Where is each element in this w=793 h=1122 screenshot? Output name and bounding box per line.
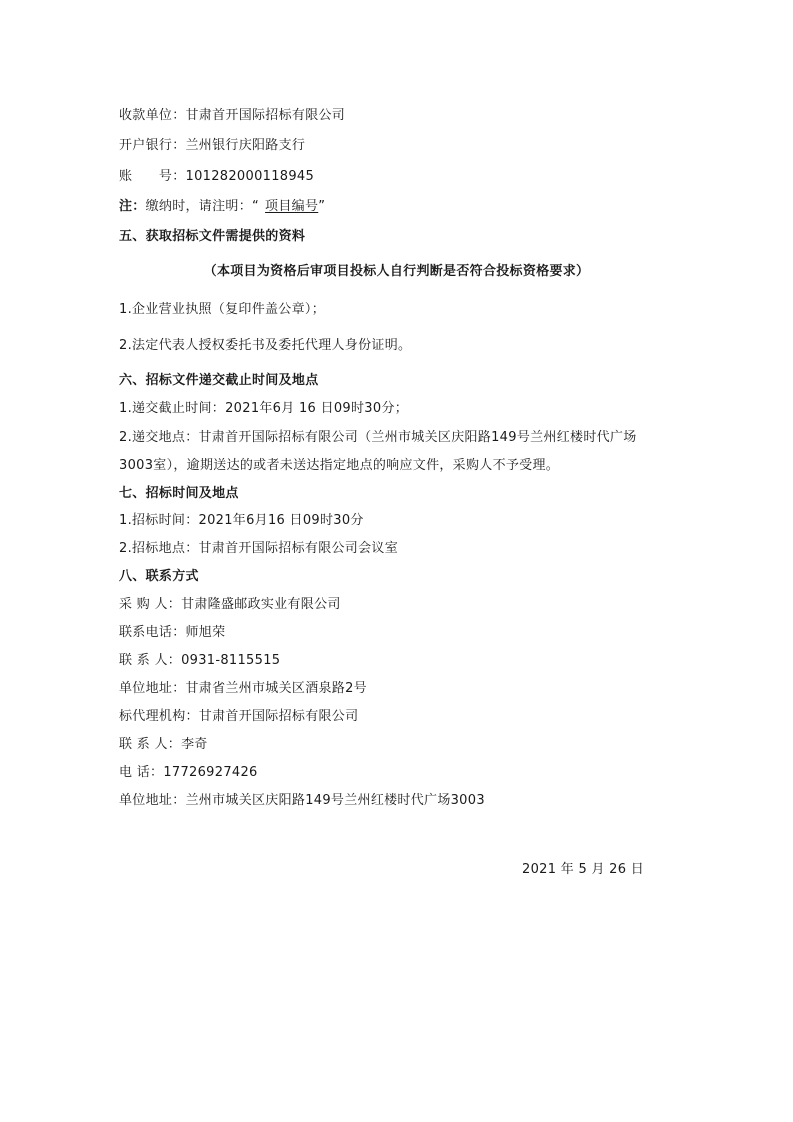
signature-date: 2021 年 5 月 26 日 bbox=[522, 862, 645, 877]
section7-item-1: 1.招标时间：2021年6月16 日09时30分 bbox=[119, 513, 364, 528]
note-project-number: 项目编号 bbox=[265, 199, 319, 214]
contact-person-1: 联 系 人：0931-8115515 bbox=[119, 653, 281, 668]
payment-note bbox=[119, 199, 325, 215]
section6-item-2: 2.递交地点：甘肃首开国际招标有限公司（兰州市城关区庆阳路149号兰州红楼时代广场 bbox=[119, 430, 637, 445]
section5-subheading: （本项目为资格后审项目投标人自行判断是否符合投标资格要求） bbox=[203, 264, 590, 279]
account-number: 101282000118945 bbox=[185, 169, 315, 184]
contact-address-1: 单位地址：甘肃省兰州市城关区酒泉路2号 bbox=[119, 681, 367, 696]
contact-address-2: 单位地址：兰州市城关区庆阳路149号兰州红楼时代广场3003 bbox=[119, 793, 485, 808]
section5-item-1: 1.企业营业执照（复印件盖公章）； bbox=[119, 302, 326, 317]
contact-agency: 标代理机构：甘肃首开国际招标有限公司 bbox=[119, 709, 359, 724]
section5-item-2: 2.法定代表人授权委托书及委托代理人身份证明。 bbox=[119, 338, 412, 353]
section5-heading: 五、获取招标文件需提供的资料 bbox=[119, 229, 306, 244]
account-label: 账 号： bbox=[119, 169, 186, 184]
section6-item-1: 1.递交截止时间：2021年6月 16 日09时30分； bbox=[119, 401, 409, 416]
section7-item-2: 2.招标地点：甘肃首开国际招标有限公司会议室 bbox=[119, 541, 399, 556]
bank-line: 开户银行：兰州银行庆阳路支行 bbox=[119, 138, 306, 153]
section8-heading: 八、联系方式 bbox=[119, 569, 199, 584]
section6-heading: 六、招标文件递交截止时间及地点 bbox=[119, 373, 319, 388]
contact-phone-label: 联系电话：师旭荣 bbox=[119, 625, 226, 640]
payee-line: 收款单位：甘肃首开国际招标有限公司 bbox=[119, 108, 346, 123]
note-close-quote: ” bbox=[318, 199, 326, 214]
note-text: 缴纳时，请注明：“ bbox=[145, 199, 260, 214]
contact-phone-2: 电 话：17726927426 bbox=[119, 765, 258, 780]
section6-item-2-continued: 3003室），逾期送达的或者未送达指定地点的响应文件，采购人不予受理。 bbox=[119, 458, 560, 473]
contact-person-2: 联 系 人：李奇 bbox=[119, 737, 208, 752]
account-line bbox=[119, 169, 314, 185]
contact-purchaser: 采 购 人：甘肃隆盛邮政实业有限公司 bbox=[119, 597, 341, 612]
note-label: 注： bbox=[119, 199, 146, 214]
section7-heading: 七、招标时间及地点 bbox=[119, 486, 239, 501]
